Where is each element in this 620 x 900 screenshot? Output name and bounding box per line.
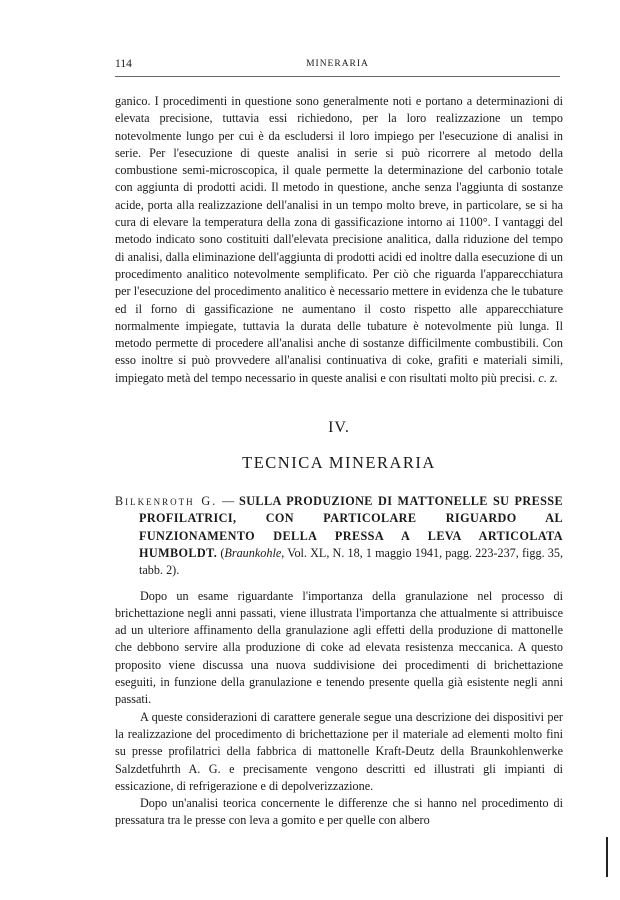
- scan-edge-mark: [606, 837, 608, 877]
- citation-journal: Braunkohle: [224, 545, 282, 560]
- running-head: [115, 58, 560, 74]
- citation-details: , Vol. XL, N. 18, 1 maggio 1941, pagg. 223-237, figg. 35, tabb. 2).: [139, 545, 563, 578]
- article-author: Bilkenroth G.: [115, 494, 218, 509]
- abstract-paragraph-1: Dopo un esame riguardante l'importanza della granulazione nel processo di brichettazione negli anni passati, viene illustrata l'importanza che attualmente si attribuisce ad un ulteriore affinamento della granulazione agli effetti della produzione di mattonelle che debbono servire alla produzione di coke ad elevata resistenza meccanica. A questo proposito viene discussa una nuova suddivisione dei procedimenti di brichettazione eseguiti, in funzione della granulazione e tenendo presente quella già esistente negli anni passati.: [115, 588, 563, 707]
- article-title: SULLA PRODUZIONE DI MATTONELLE SU PRESSE PROFILATRICI, CON PARTICOLARE RIGUARDO AL FUNZIONAMENTO DELLA PRESSA A LEVA ARTICOLATA HUMBOLDT.: [139, 494, 564, 560]
- previous-article-signature: c. z.: [538, 370, 558, 385]
- page-number: 114: [115, 58, 132, 70]
- abstract-paragraph-3: Dopo un'analisi teorica concernente le differenze che si hanno nel procedimento di pressatura tra le presse con leva a gomito e per quelle con albero: [115, 796, 563, 828]
- previous-article-text: ganico. I procedimenti in questione sono generalmente noti e portano a determinazioni di elevata precisione, tuttavia essi richiedono, per la loro realizzazione un tempo notevolmente lungo per cui è da escludersi il loro impiego per l'esecuzione di analisi in serie. Per l'esecuzione di queste analisi in serie si può ricorrere al metodo della combustione semi-microscopica, il quale permette la determinazione del carbonio totale con aggiunta di prodotti acidi. Il metodo in questione, anche senza l'aggiunta di sostanze acide, porta alla realizzazione dell'analisi in un tempo molto breve, in particolare, se si ha cura di elevare la temperatura della zona di gassificazione intorno ai 1100°. I vantaggi del metodo indicato sono costituiti dall'elevata precisione analitica, dalla riduzione del tempo di analisi, dalla eliminazione dell'aggiunta di prodotti acidi ed inoltre dalla esecuzione di un procedimento analitico notevolmente semplificato. Per ciò che riguarda l'apparecchiatura per l'esecuzione del procedimento analitico è necessario mettere in evidenza che le tubature ed il forno di gassificazione ne aumentano il costo rispetto alle apparecchiature normalmente impiegate, tuttavia la durata delle tubature è notevolmente più lunga. Il metodo permette di procedere all'analisi anche di sostanze difficilmente combustibili. Con esso inoltre si può provvedere all'analisi continuativa di coke, grafiti e materiali simili, impiegato metà del tempo necessario in queste analisi e con risultati molto più precisi.: [115, 94, 563, 385]
- body-text: [115, 93, 563, 830]
- journal-title: MINERARIA: [306, 59, 369, 69]
- article-heading: [115, 493, 563, 579]
- previous-article-paragraph: [115, 93, 563, 387]
- article-citation: (Braunkohle, Vol. XL, N. 18, 1 maggio 1941, pagg. 223-237, figg. 35, tabb. 2).: [139, 545, 563, 578]
- abstract-paragraph-2: A queste considerazioni di carattere generale segue una descrizione dei dispositivi per la realizzazione del procedimento di brichettazione per il materiale ad elementi molto fini su presse profilatrici della fabbrica di mattonelle Kraft-Deutz della Braunkohlenwerke Salzdetfuhrth A. G. e precisamente vengono descritti ed illustrati gli impianti di essicazione, di refrigerazione e di depolverizzazione.: [115, 709, 563, 793]
- section-title: TECNICA MINERARIA: [242, 453, 436, 473]
- author-dash: —: [217, 494, 240, 509]
- section-numeral: IV.: [328, 419, 350, 437]
- header-rule: [115, 76, 560, 77]
